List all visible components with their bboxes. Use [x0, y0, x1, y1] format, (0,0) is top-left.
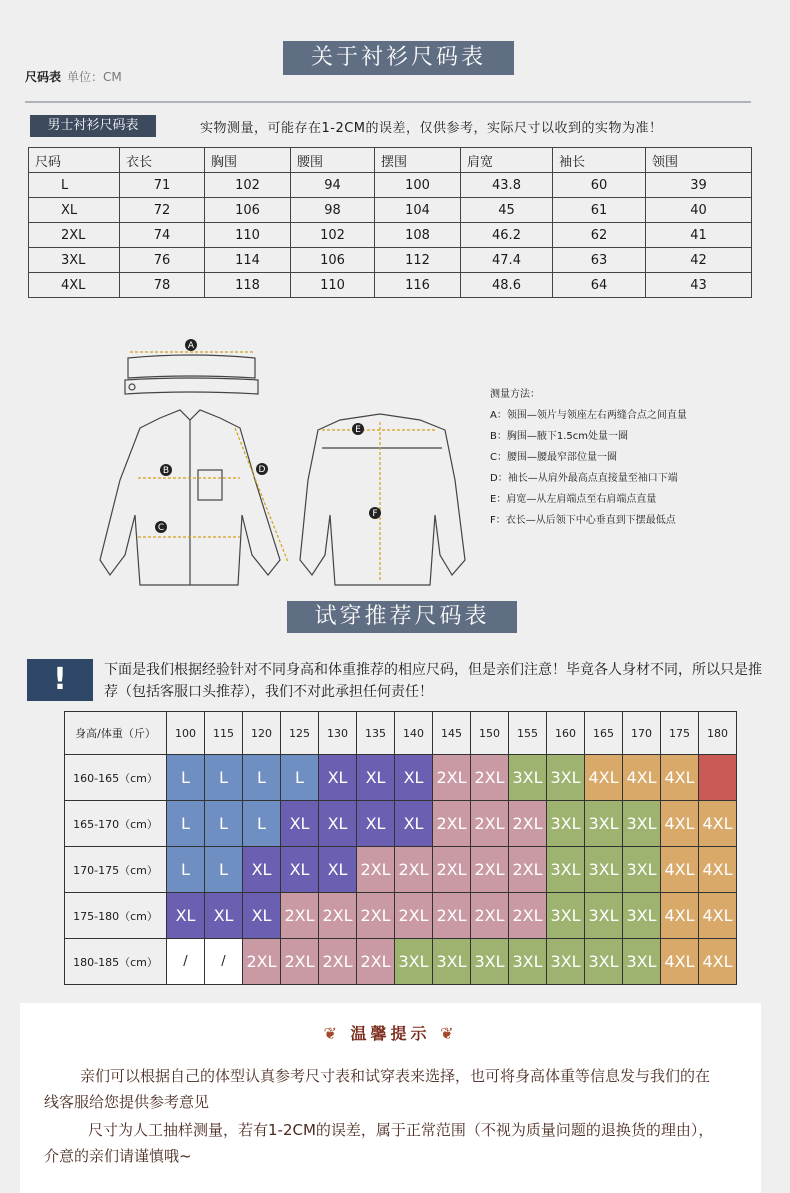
table-cell: 106	[205, 198, 291, 223]
size-cell: XL	[357, 755, 395, 801]
height-label: 180-185（cm）	[65, 939, 167, 985]
size-cell: XL	[243, 893, 281, 939]
size-cell: 2XL	[357, 939, 395, 985]
size-cell: 3XL	[471, 939, 509, 985]
size-cell: 2XL	[395, 893, 433, 939]
size-cell: L	[205, 755, 243, 801]
size-cell: 4XL	[661, 939, 699, 985]
header-cell: 领围	[646, 148, 752, 173]
table-cell: 47.4	[461, 248, 553, 273]
size-cell: L	[167, 801, 205, 847]
size-cell: 3XL	[395, 939, 433, 985]
size-cell: XL	[319, 847, 357, 893]
size-cell: 2XL	[509, 893, 547, 939]
size-cell: 3XL	[547, 893, 585, 939]
size-cell: 3XL	[547, 755, 585, 801]
weight-header: 150	[471, 712, 509, 755]
size-cell	[699, 755, 737, 801]
size-cell: L	[205, 801, 243, 847]
size-cell: 3XL	[433, 939, 471, 985]
height-label: 160-165（cm）	[65, 755, 167, 801]
size-cell: 3XL	[623, 801, 661, 847]
table-cell: 40	[646, 198, 752, 223]
size-cell: 3XL	[547, 939, 585, 985]
method-item: B：胸围—腋下1.5cm处量一圈	[490, 431, 629, 442]
size-cell: 3XL	[585, 893, 623, 939]
header-cell: 腰围	[291, 148, 375, 173]
size-table-header	[29, 148, 752, 173]
table-row	[65, 893, 737, 939]
size-cell: XL	[395, 755, 433, 801]
weight-header: 135	[357, 712, 395, 755]
table-cell: 64	[553, 273, 646, 298]
method-item: F：衣长—从后领下中心垂直到下摆最低点	[490, 515, 676, 526]
size-cell: 2XL	[357, 893, 395, 939]
size-cell: 3XL	[585, 801, 623, 847]
weight-header: 160	[547, 712, 585, 755]
table-cell: 74	[120, 223, 205, 248]
size-cell: L	[205, 847, 243, 893]
size-cell: 2XL	[281, 893, 319, 939]
size-cell: 4XL	[661, 847, 699, 893]
size-cell: 2XL	[243, 939, 281, 985]
warning-text: 下面是我们根据经验针对不同身高和体重推荐的相应尺码，但是亲们注意！毕竟各人身材不同，所以只是推荐（包括客服口头推荐），我们不对此承担任何责任！	[104, 662, 762, 700]
size-cell: 3XL	[623, 893, 661, 939]
table-cell: 39	[646, 173, 752, 198]
size-cell: 3XL	[547, 847, 585, 893]
weight-header: 155	[509, 712, 547, 755]
header-cell: 袖长	[553, 148, 646, 173]
table-cell: 45	[461, 198, 553, 223]
table-row	[65, 939, 737, 985]
section-title-recommend: 试穿推荐尺码表	[287, 601, 517, 633]
table-cell: 98	[291, 198, 375, 223]
table-row	[29, 273, 752, 298]
size-cell: 2XL	[319, 939, 357, 985]
table-cell: 48.6	[461, 273, 553, 298]
table-row	[29, 173, 752, 198]
table-cell: 116	[375, 273, 461, 298]
table-cell: 112	[375, 248, 461, 273]
weight-header: 100	[167, 712, 205, 755]
table-row	[65, 847, 737, 893]
size-cell: 4XL	[699, 801, 737, 847]
table-row	[65, 755, 737, 801]
header-cell: 肩宽	[461, 148, 553, 173]
size-cell: 2XL	[433, 755, 471, 801]
size-cell: L	[167, 755, 205, 801]
table-cell: 100	[375, 173, 461, 198]
table-cell: 43.8	[461, 173, 553, 198]
size-cell: XL	[281, 847, 319, 893]
table-cell: 76	[120, 248, 205, 273]
weight-header: 125	[281, 712, 319, 755]
table-cell: 104	[375, 198, 461, 223]
size-cell: 4XL	[699, 893, 737, 939]
label-e: E	[355, 425, 361, 435]
size-cell: 2XL	[433, 893, 471, 939]
weight-header: 165	[585, 712, 623, 755]
table-cell: 102	[205, 173, 291, 198]
weight-header: 145	[433, 712, 471, 755]
weight-header: 130	[319, 712, 357, 755]
size-cell: 4XL	[699, 847, 737, 893]
size-cell: 2XL	[433, 801, 471, 847]
header-cell: 尺码	[29, 148, 120, 173]
method-item: D：袖长—从肩外最高点直接量至袖口下端	[490, 473, 678, 484]
weight-header: 170	[623, 712, 661, 755]
size-cell: XL	[243, 847, 281, 893]
table-cell: 60	[553, 173, 646, 198]
table-cell: 46.2	[461, 223, 553, 248]
recommend-table	[64, 711, 737, 985]
weight-header: 120	[243, 712, 281, 755]
size-cell: 4XL	[661, 801, 699, 847]
measurement-note: 实物测量，可能存在1-2CM的误差，仅供参考，实际尺寸以收到的实物为准！	[200, 121, 663, 136]
table-cell: 3XL	[29, 248, 120, 273]
label-d: D	[258, 465, 266, 475]
corner-cell: 身高/体重（斤）	[65, 712, 167, 755]
table-cell: 110	[291, 273, 375, 298]
table-row	[29, 198, 752, 223]
size-cell: 2XL	[471, 755, 509, 801]
size-table-tag: 男士衬衫尺码表	[30, 115, 156, 137]
size-cell: 2XL	[471, 847, 509, 893]
size-cell: 3XL	[509, 755, 547, 801]
table-cell: 108	[375, 223, 461, 248]
height-label: 175-180（cm）	[65, 893, 167, 939]
size-cell: 3XL	[547, 801, 585, 847]
height-label: 170-175（cm）	[65, 847, 167, 893]
size-cell: 3XL	[509, 939, 547, 985]
size-chart-subhead	[25, 68, 122, 85]
table-row	[65, 801, 737, 847]
table-cell: 43	[646, 273, 752, 298]
weight-header: 180	[699, 712, 737, 755]
unit-label: 单位：CM	[67, 70, 122, 84]
table-row	[29, 223, 752, 248]
subhead-label: 尺码表	[25, 70, 62, 84]
size-cell: /	[167, 939, 205, 985]
header-cell: 胸围	[205, 148, 291, 173]
weight-header: 140	[395, 712, 433, 755]
height-label: 165-170（cm）	[65, 801, 167, 847]
hat-icon: ❦	[430, 1024, 458, 1043]
size-cell: 4XL	[623, 755, 661, 801]
table-cell: 102	[291, 223, 375, 248]
table-cell: 2XL	[29, 223, 120, 248]
size-cell: XL	[357, 801, 395, 847]
table-cell: L	[29, 173, 120, 198]
label-f: F	[372, 509, 378, 519]
label-b: B	[162, 466, 170, 476]
table-cell: 71	[120, 173, 205, 198]
size-table	[28, 147, 752, 298]
size-cell: 3XL	[623, 939, 661, 985]
size-cell: 2XL	[357, 847, 395, 893]
warning-icon: !	[27, 659, 93, 701]
table-cell: 42	[646, 248, 752, 273]
size-cell: 3XL	[585, 939, 623, 985]
tips-title	[20, 1021, 761, 1044]
tips-paragraph-1: 亲们可以根据自己的体型认真参考尺寸表和试穿表来选择，也可将身高体重等信息发与我们的在线客服给您提供参考意见	[44, 1067, 711, 1111]
table-cell: 61	[553, 198, 646, 223]
size-cell: 2XL	[395, 847, 433, 893]
table-row	[29, 248, 752, 273]
table-cell: 110	[205, 223, 291, 248]
recommend-header	[65, 712, 737, 755]
method-title: 测量方法：	[490, 389, 540, 400]
size-cell: L	[243, 755, 281, 801]
header-cell: 衣长	[120, 148, 205, 173]
measurement-method	[490, 384, 687, 531]
table-cell: 4XL	[29, 273, 120, 298]
table-cell: 118	[205, 273, 291, 298]
weight-header: 115	[205, 712, 243, 755]
size-cell: XL	[319, 755, 357, 801]
size-cell: 3XL	[585, 847, 623, 893]
table-cell: 41	[646, 223, 752, 248]
size-cell: 2XL	[319, 893, 357, 939]
page-title: 关于衬衫尺码表	[283, 41, 514, 75]
table-cell: 114	[205, 248, 291, 273]
size-cell: 4XL	[661, 893, 699, 939]
size-cell: 4XL	[585, 755, 623, 801]
size-cell: XL	[395, 801, 433, 847]
table-cell: XL	[29, 198, 120, 223]
size-cell: 2XL	[509, 847, 547, 893]
method-item: E：肩宽—从左肩端点至右肩端点直量	[490, 494, 657, 505]
size-cell: XL	[319, 801, 357, 847]
size-cell: 2XL	[509, 801, 547, 847]
hat-icon: ❦	[323, 1024, 351, 1043]
size-cell: 2XL	[281, 939, 319, 985]
size-cell: XL	[205, 893, 243, 939]
size-cell: L	[167, 847, 205, 893]
size-cell: 2XL	[433, 847, 471, 893]
size-cell: 4XL	[661, 755, 699, 801]
method-item: C：腰围—腰最窄部位量一圈	[490, 452, 617, 463]
size-cell: 3XL	[623, 847, 661, 893]
header-cell: 摆围	[375, 148, 461, 173]
method-item: A：领围—领片与领座左右两缝合点之间直量	[490, 410, 687, 421]
table-cell: 63	[553, 248, 646, 273]
size-cell: 2XL	[471, 801, 509, 847]
size-cell: XL	[167, 893, 205, 939]
tips-paragraph-2: 尺寸为人工抽样测量，若有1-2CM的误差，属于正常范围（不视为质量问题的退换货的理由），介意的亲们请谨慎哦~	[44, 1121, 714, 1165]
label-a: A	[187, 341, 195, 351]
weight-header: 175	[661, 712, 699, 755]
table-cell: 78	[120, 273, 205, 298]
table-cell: 94	[291, 173, 375, 198]
size-cell: L	[243, 801, 281, 847]
shirt-measurement-diagram	[90, 330, 470, 590]
label-c: C	[157, 523, 165, 533]
size-cell: /	[205, 939, 243, 985]
divider	[25, 101, 751, 103]
table-cell: 72	[120, 198, 205, 223]
table-cell: 62	[553, 223, 646, 248]
tips-title-text: 温馨提示	[350, 1024, 431, 1043]
table-cell: 106	[291, 248, 375, 273]
size-cell: 2XL	[471, 893, 509, 939]
size-cell: XL	[281, 801, 319, 847]
tips-panel	[20, 1003, 761, 1193]
size-cell: L	[281, 755, 319, 801]
size-cell: 4XL	[699, 939, 737, 985]
